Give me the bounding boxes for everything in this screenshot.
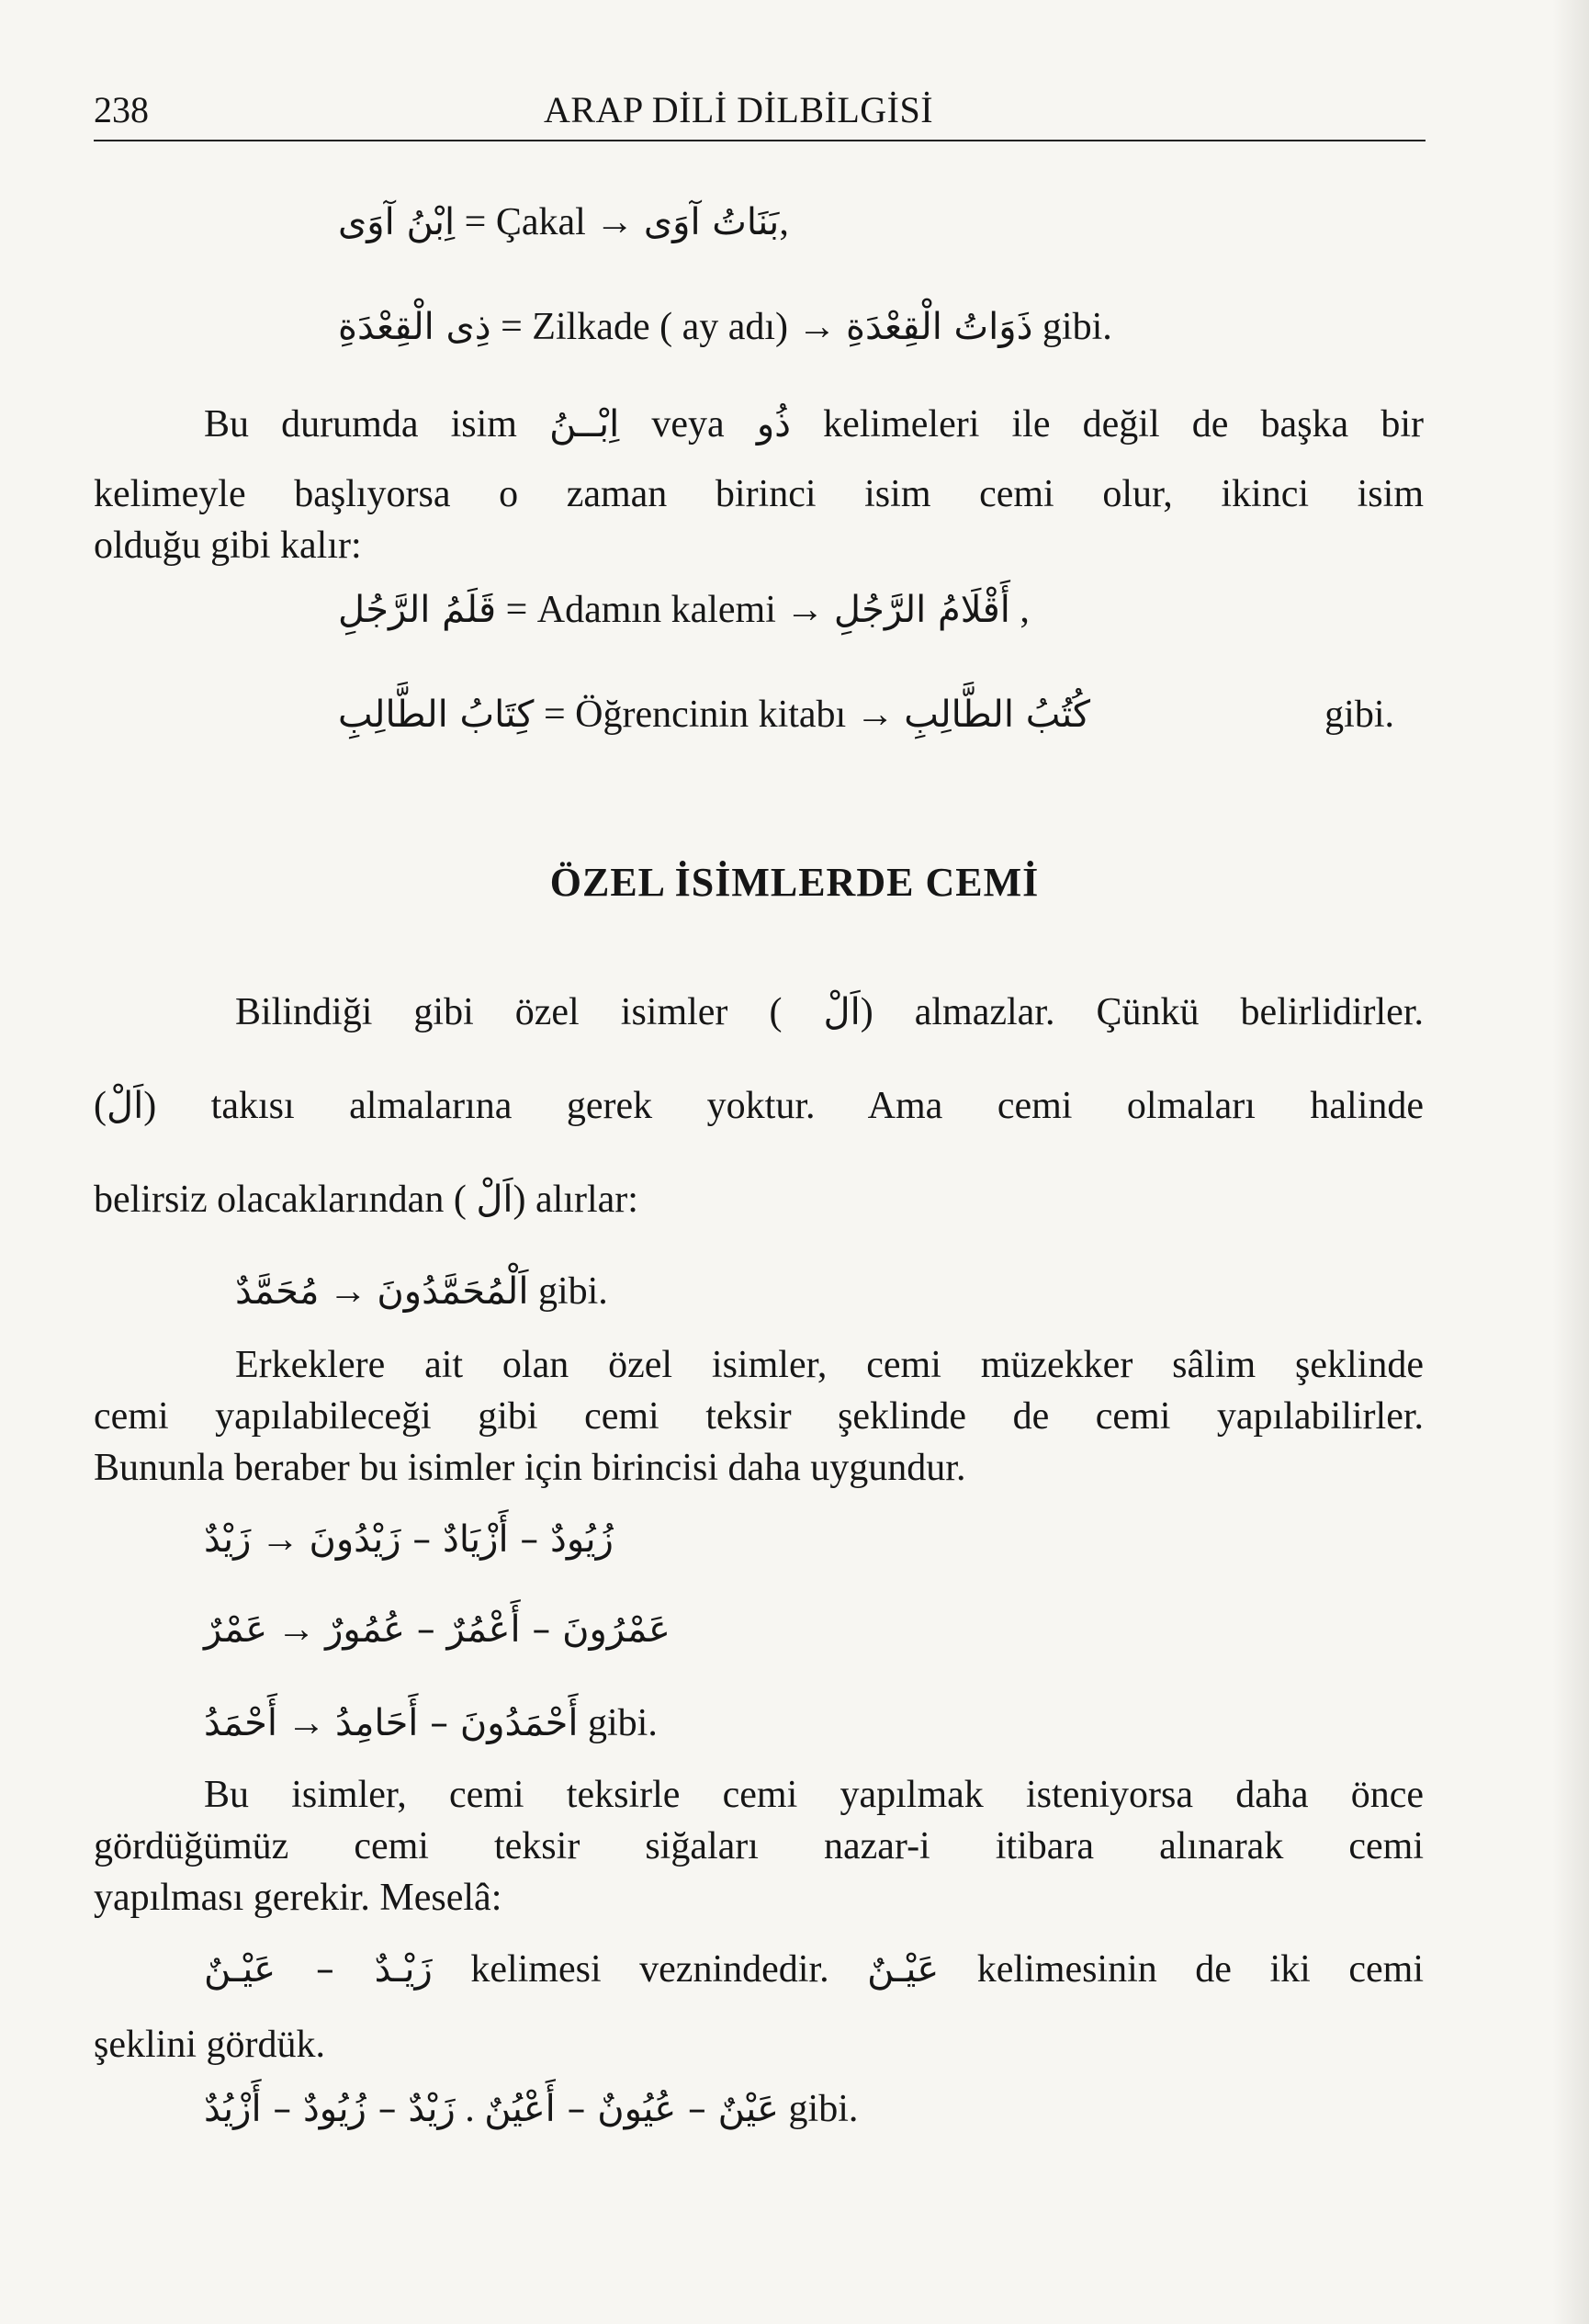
translation: = Zilkade ( ay adı) → bbox=[490, 306, 847, 348]
paragraph-3 bbox=[94, 1082, 1424, 1130]
paragraph-5-line-3: Bununla beraber bu isimler için birincisi daha uygundur. bbox=[94, 1447, 966, 1489]
paragraph-1-line-2: kelimeyle başlıyorsa o zaman birinci isim cemi olur, ikinci isim bbox=[94, 473, 1424, 515]
text-segment: kelimesi veznindedir. bbox=[432, 1948, 868, 1991]
text-segment: ) alırlar: bbox=[513, 1179, 638, 1221]
section-title: ÖZEL İSİMLERDE CEMİ bbox=[549, 860, 1040, 905]
separator-dot: . bbox=[455, 2088, 485, 2130]
example-line-cakal bbox=[338, 198, 789, 246]
translation: = Adamın kalemi → bbox=[496, 589, 834, 631]
arabic-plural: بَنَاتُ آوَى bbox=[643, 201, 780, 243]
paragraph-2 bbox=[235, 988, 1424, 1036]
arabic-plurals: عَمْرُونَ – أَعْمُرٌ – عُمُورٌ bbox=[325, 1608, 671, 1651]
paragraph-6-line-1: Bu isimler, cemi teksirle cemi yapılmak isteniyorsa daha önce bbox=[204, 1774, 1424, 1816]
arabic-term: أَحْمَدُ bbox=[204, 1702, 277, 1744]
punctuation: , bbox=[779, 201, 789, 243]
translation: = Çakal → bbox=[455, 201, 644, 243]
gibi-text: gibi. bbox=[1324, 694, 1394, 736]
arabic-term: اِبْنُ آوَى bbox=[338, 201, 456, 243]
arabic-plural: كُتُبُ الطَّالِبِ bbox=[904, 694, 1091, 736]
text-segment: ( bbox=[94, 1085, 107, 1127]
paragraph-5-line-2: cemi yapılabileceği gibi cemi teksir şeklinde de cemi yapılabilirler. bbox=[94, 1395, 1424, 1438]
example-line-kitap bbox=[338, 691, 1394, 739]
example-line-plurals bbox=[204, 2085, 858, 2133]
arabic-plural: أَقْلَامُ الرَّجُلِ bbox=[833, 589, 1010, 631]
arabic-term: عَمْرٌ bbox=[204, 1608, 268, 1651]
text-segment: Bilindiği gibi özel isimler ( bbox=[235, 991, 824, 1033]
arabic-word: عَيْـنٌ bbox=[867, 1948, 940, 1991]
gibi-text: gibi. bbox=[578, 1702, 658, 1744]
arrow: → bbox=[251, 1518, 310, 1561]
arabic-article: اَلْ bbox=[823, 991, 861, 1033]
text-segment: ) takısı almalarına gerek yoktur. Ama cemi olmaları halinde bbox=[143, 1085, 1424, 1127]
arrow: → bbox=[276, 1702, 335, 1744]
translation: = Öğrencinin kitabı → bbox=[534, 694, 905, 736]
arabic-term: ذِى الْقِعْدَةِ bbox=[338, 306, 491, 348]
example-line-kalem bbox=[338, 586, 1030, 634]
arabic-plural: اَلْمُحَمَّدُونَ bbox=[377, 1270, 529, 1313]
arabic-pattern: زَيْـدٌ – عَيْـنٌ bbox=[204, 1948, 433, 1991]
paragraph-7-line-1 bbox=[204, 1946, 1424, 1993]
paragraph-5-line-1: Erkeklere ait olan özel isimler, cemi müzekker sâlim şeklinde bbox=[235, 1344, 1424, 1386]
arabic-plural: ذَوَاتُ الْقِعْدَةِ bbox=[846, 306, 1033, 348]
punctuation: , bbox=[1009, 589, 1030, 631]
arabic-plurals: أَحْمَدُونَ – أَحَامِدُ bbox=[334, 1702, 579, 1744]
gibi-text: gibi. bbox=[779, 2088, 859, 2130]
example-line-zilkade bbox=[338, 303, 1112, 351]
example-line-amr bbox=[204, 1606, 671, 1653]
text-segment: veya bbox=[619, 403, 757, 446]
paragraph-7-line-2: şeklini gördük. bbox=[94, 2024, 325, 2066]
arabic-article: اَلْ bbox=[107, 1085, 144, 1127]
text-segment: kelimeleri ile değil de başka bir bbox=[790, 403, 1424, 446]
paragraph-6-line-2: gördüğümüz cemi teksir siğaları nazar-i itibara alınarak cemi bbox=[94, 1825, 1424, 1867]
arabic-plurals: زُيُودٌ – أَزْيَادٌ – زَيْدُونَ bbox=[309, 1518, 614, 1561]
arabic-term: كِتَابُ الطَّالِبِ bbox=[338, 694, 535, 736]
page-header bbox=[94, 85, 1426, 141]
gibi-text: gibi. bbox=[1032, 306, 1112, 348]
paragraph-6-line-3: yapılması gerekir. Meselâ: bbox=[94, 1877, 502, 1919]
text-segment: ) almazlar. Çünkü belirlidirler. bbox=[860, 991, 1424, 1033]
text-segment: kelimesinin de iki cemi bbox=[939, 1948, 1424, 1991]
example-line-ahmed bbox=[204, 1699, 658, 1747]
arabic-article: اَلْ bbox=[476, 1179, 513, 1221]
text-segment: belirsiz olacaklarından ( bbox=[94, 1179, 477, 1221]
text-segment: Bu durumda isim bbox=[204, 403, 550, 446]
paragraph-4 bbox=[94, 1176, 638, 1224]
arabic-term: زَيْدٌ bbox=[204, 1518, 252, 1561]
arabic-word: اِبْــنُ bbox=[549, 403, 620, 446]
paragraph-1-line-3: olduğu gibi kalır: bbox=[94, 525, 362, 567]
arabic-term: مُحَمَّدٌ bbox=[235, 1270, 320, 1313]
arabic-word: ذُو bbox=[756, 403, 791, 446]
arabic-plurals: زَيْدٌ – زُيُودٌ – أَزْيُدٌ bbox=[204, 2088, 456, 2130]
arabic-plurals: عَيْنٌ – عُيُونٌ – أَعْيُنٌ bbox=[484, 2088, 780, 2130]
arabic-term: قَلَمُ الرَّجُلِ bbox=[338, 589, 497, 631]
example-line-muhammed bbox=[235, 1268, 608, 1315]
arrow: → bbox=[319, 1270, 378, 1313]
page-edge-shadow bbox=[1552, 0, 1589, 2324]
page-number: 238 bbox=[94, 89, 149, 130]
paragraph-1-line-1 bbox=[204, 400, 1424, 448]
arrow: → bbox=[267, 1608, 326, 1651]
gibi-text: gibi. bbox=[528, 1270, 608, 1313]
running-title: ARAP DİLİ DİLBİLGİSİ bbox=[544, 89, 934, 130]
example-line-zeyd bbox=[204, 1516, 614, 1563]
